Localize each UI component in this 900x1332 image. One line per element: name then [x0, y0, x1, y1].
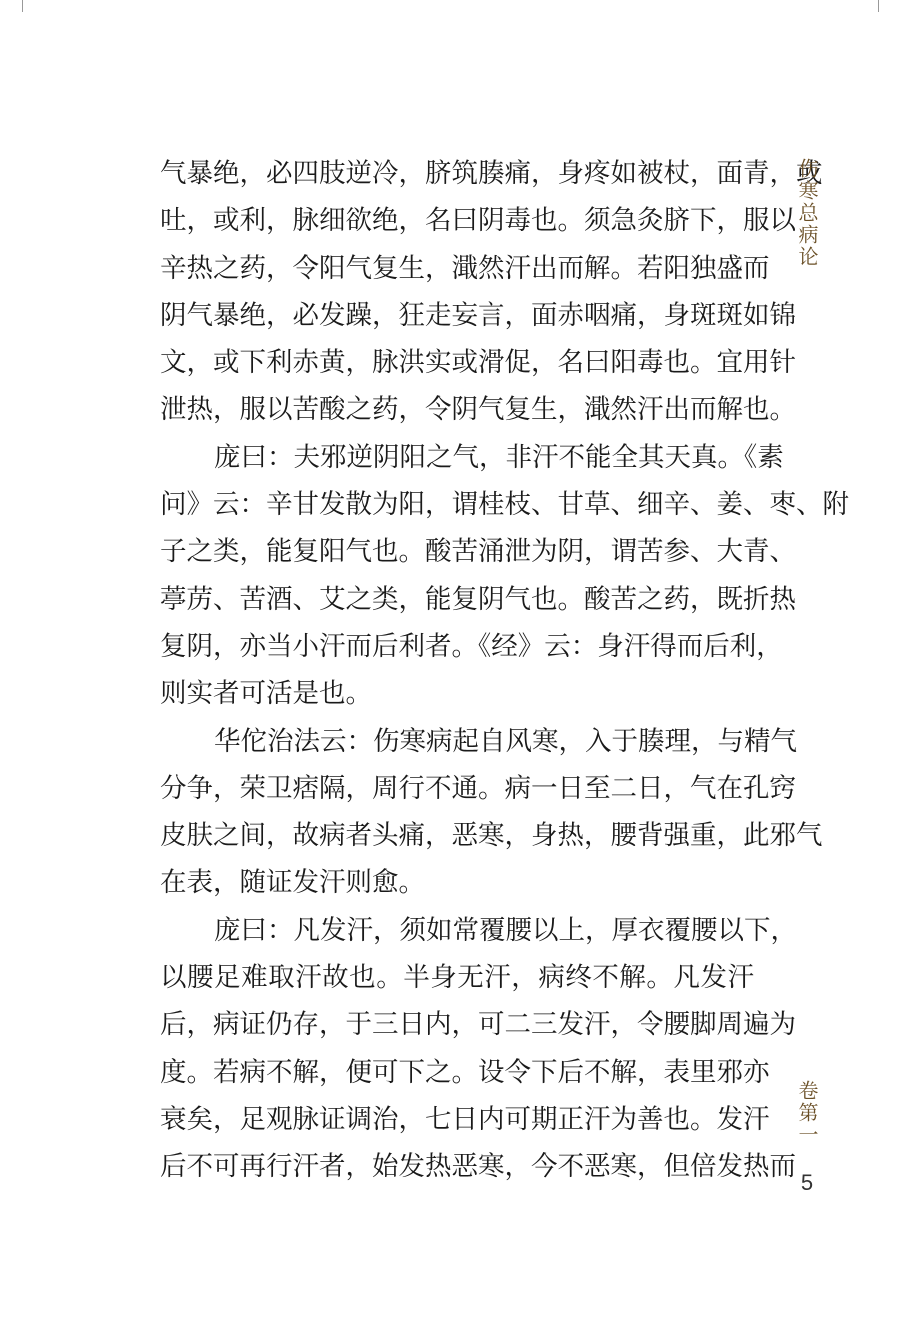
text-line: 皮肤之间，故病者头痛，恶寒，身热，腰背强重，此邪气	[160, 820, 823, 852]
crop-mark-right	[878, 0, 879, 12]
text-line: 度。若病不解，便可下之。设令下后不解，表里邪亦	[160, 1056, 770, 1088]
text-line: 华佗治法云：伤寒病起自风寒，入于腠理，与精气	[214, 725, 797, 757]
text-line: 衰矣，足观脉证调治，七日内可期正汗为善也。发汗	[160, 1103, 770, 1135]
text-line: 子之类，能复阳气也。酸苦涌泄为阴，谓苦参、大青、	[160, 536, 796, 568]
text-line: 在表，随证发汗则愈。	[160, 867, 425, 899]
text-line: 复阴，亦当小汗而后利者。《经》云：身汗得而后利，	[160, 630, 783, 662]
text-line: 气暴绝，必四肢逆冷，脐筑腠痛，身疼如被杖，面青，或	[160, 158, 823, 189]
crop-mark-left	[22, 0, 23, 12]
text-line: 辛热之药，令阳气复生，濈然汗出而解。若阳独盛而	[160, 252, 770, 284]
text-line: 问》云：辛甘发散为阳，谓桂枝、甘草、细辛、姜、枣、附	[160, 489, 849, 521]
text-line: 则实者可活是也。	[160, 678, 372, 710]
text-line: 庞曰：夫邪逆阴阳之气，非汗不能全其天真。《素	[214, 441, 784, 473]
text-line: 葶苈、苦酒、艾之类，能复阴气也。酸苦之药，既折热	[160, 583, 796, 615]
running-head-title: 伤寒总病论	[795, 158, 819, 268]
text-line: 泄热，服以苦酸之药，令阴气复生，濈然汗出而解也。	[160, 394, 796, 426]
text-line: 吐，或利，脉细欲绝，名曰阴毒也。须急灸脐下，服以	[160, 205, 796, 237]
text-line: 阴气暴绝，必发躁，狂走妄言，面赤咽痛，身斑斑如锦	[160, 299, 796, 331]
text-line: 后，病证仍存，于三日内，可二三发汗，令腰脚周遍为	[160, 1009, 796, 1041]
running-head-volume: 卷第一	[795, 1080, 819, 1146]
text-line: 以腰足难取汗故也。半身无汗，病终不解。凡发汗	[160, 962, 754, 994]
page-number: 5	[800, 1170, 814, 1195]
text-line: 庞曰：凡发汗，须如常覆腰以上，厚衣覆腰以下，	[214, 914, 797, 946]
text-line: 分争，荣卫痞隔，周行不通。病一日至二日，气在孔窍	[160, 772, 796, 804]
text-line: 后不可再行汗者，始发热恶寒，今不恶寒，但倍发热而	[160, 1151, 796, 1183]
text-line: 文，或下利赤黄，脉洪实或滑促，名曰阳毒也。宜用针	[160, 347, 796, 379]
